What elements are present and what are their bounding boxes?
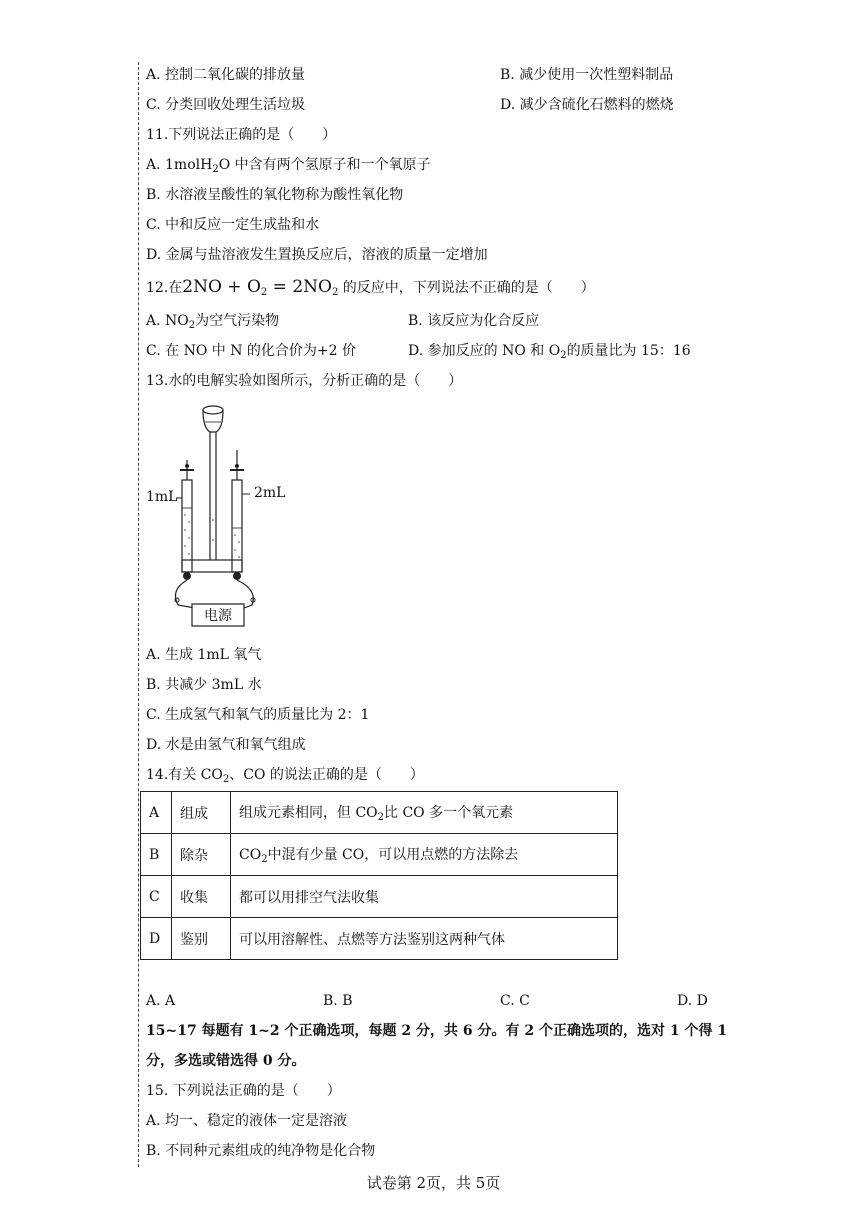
q11-option-c: C. 中和反应一定生成盐和水 [146,217,320,233]
q10-option-a: A. 控制二氧化碳的排放量 [146,67,306,83]
q13-option-a: A. 生成 1mL 氧气 [146,647,262,663]
figure-label-left-volume: 1mL [146,489,178,505]
q12-option-d: D. 参加反应的 NO 和 $O_2$的质量比为 15：16 [408,343,691,361]
q10-option-b: B. 减少使用一次性塑料制品 [500,67,674,83]
electrolysis-apparatus-figure [140,400,300,632]
table-cell-topic: 鉴别 [172,918,231,960]
table-row [141,876,618,918]
q13-option-d: D. 水是由氢气和氧气组成 [146,737,306,753]
q15-option-a: A. 均一、稳定的液体一定是溶液 [146,1113,348,1129]
q13-stem: 13.水的电解实验如图所示，分析正确的是（ ） [146,373,463,389]
table-row [141,792,618,834]
table-cell-statement: 都可以用排空气法收集 [231,876,618,918]
q11-stem: 11.下列说法正确的是（ ） [146,127,337,143]
q10-option-d: D. 减少含硫化石燃料的燃烧 [500,97,674,113]
q14-option-b: B. B [323,993,353,1009]
q12-equation: $2NO + O_2 = 2NO_2$ [182,277,339,298]
q14-option-c: C. C [500,993,530,1009]
q10-option-c: C. 分类回收处理生活垃圾 [146,97,306,113]
page-footer: 试卷第 2页，共 5页 [366,1174,501,1192]
table-cell-statement: $CO_2$中混有少量 CO，可以用点燃的方法除去 [231,834,618,876]
q14-option-a: A. A [146,993,176,1009]
figure-power-source-label: 电源 [204,608,232,624]
table-cell-letter: D [141,918,172,960]
q11-option-a: A. 1molH$_2$O 中含有两个氢原子和一个氧原子 [146,157,431,175]
table-cell-letter: B [141,834,172,876]
table-cell-topic: 收集 [172,876,231,918]
q14-table [140,791,618,960]
q14-option-d: D. D [677,993,708,1009]
q13-option-c: C. 生成氢气和氧气的质量比为 2：1 [146,707,370,723]
table-cell-topic: 组成 [172,792,231,834]
q15-stem: 15. 下列说法正确的是（ ） [146,1083,341,1099]
figure-label-right-volume: 2mL [254,485,286,501]
table-row [141,834,618,876]
q12-stem: 12.在$2NO + O_2 = 2NO_2$ 的反应中，下列说法不正确的是（ ） [146,277,595,298]
q12-option-c: C. 在 NO 中 N 的化合价为+2 价 [146,343,356,359]
table-cell-statement: 可以用溶解性、点燃等方法鉴别这两种气体 [231,918,618,960]
section-instructions-line1: 15~17 每题有 1~2 个正确选项，每题 2 分，共 6 分。有 2 个正确选项的，选对 1 个得 1 [146,1023,728,1039]
section-instructions-line2: 分，多选或错选得 0 分。 [146,1053,306,1069]
q14-stem: 14.有关 $CO_2$、CO 的说法正确的是（ ） [146,767,424,785]
q12-option-a: A. $NO_2$为空气污染物 [146,313,280,331]
binding-margin-line [138,62,139,1167]
q12-option-b: B. 该反应为化合反应 [408,313,540,329]
q13-option-b: B. 共减少 3mL 水 [146,677,262,693]
table-cell-letter: A [141,792,172,834]
table-cell-topic: 除杂 [172,834,231,876]
q15-option-b: B. 不同种元素组成的纯净物是化合物 [146,1143,376,1159]
table-cell-statement: 组成元素相同，但 $CO_2$比 CO 多一个氧元素 [231,792,618,834]
table-cell-letter: C [141,876,172,918]
q11-option-b: B. 水溶液呈酸性的氧化物称为酸性氧化物 [146,187,404,203]
table-row [141,918,618,960]
q11-option-d: D. 金属与盐溶液发生置换反应后，溶液的质量一定增加 [146,247,488,263]
